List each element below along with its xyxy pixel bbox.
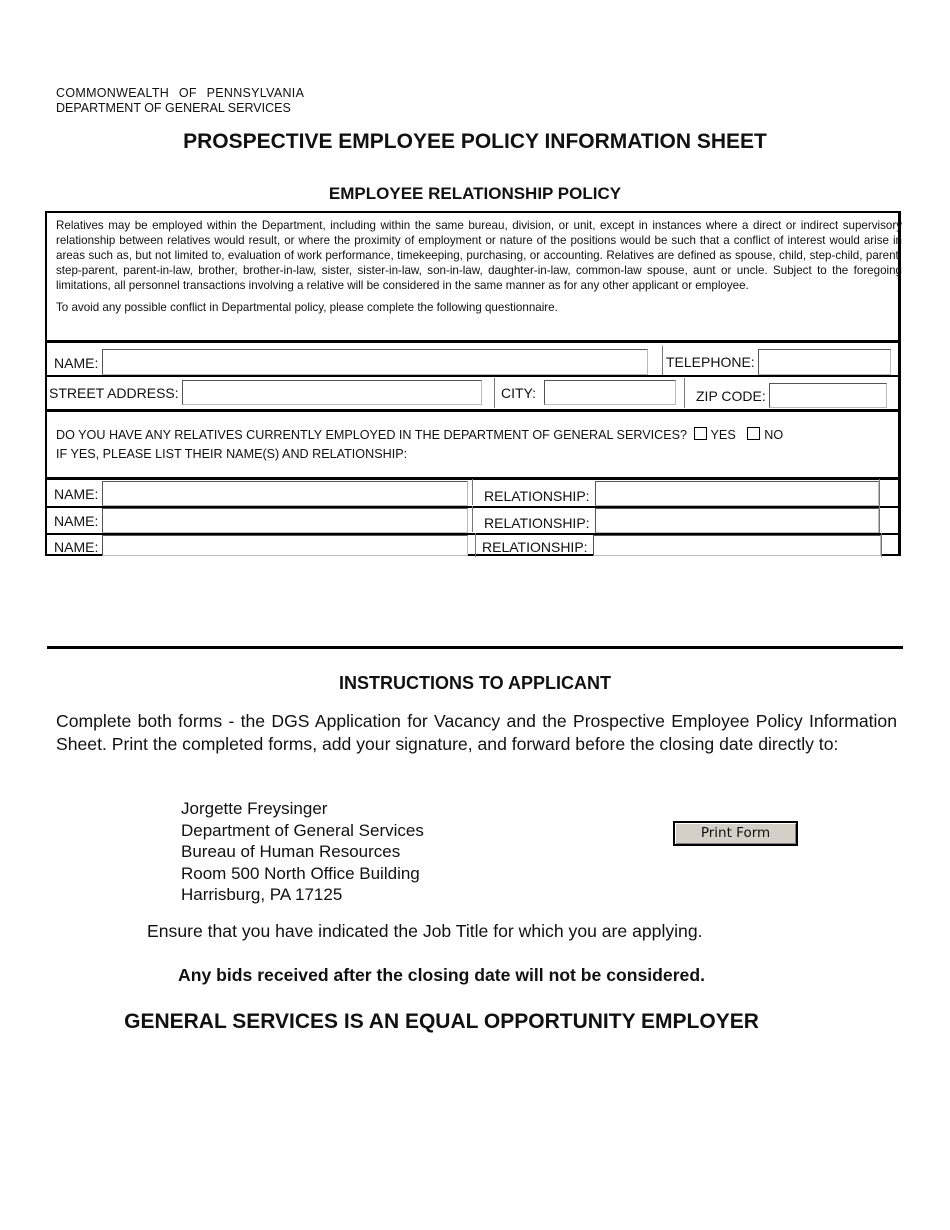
separator xyxy=(475,533,476,557)
policy-paragraph-2: To avoid any possible conflict in Departmental policy, please complete the following questionnaire. xyxy=(56,301,558,314)
section-rule xyxy=(47,646,903,649)
divider xyxy=(47,409,898,412)
relative-name-field-1[interactable] xyxy=(102,481,468,506)
relationship-field-1[interactable] xyxy=(595,481,879,506)
applicant-name-label: NAME: xyxy=(54,355,99,371)
applicant-name-field[interactable] xyxy=(102,349,648,375)
relative-name-field-3[interactable] xyxy=(102,535,468,556)
relative-name-field-2[interactable] xyxy=(102,508,468,533)
closing-date-notice: Any bids received after the closing date will not be considered. xyxy=(178,965,705,985)
policy-paragraph-1: Relatives may be employed within the Department, including within the same bureau, division, or unit, except in instances where a direct or indirect supervisory relationship between relatives would result, or where the proximity of employment or nature of the positions would be such that a conflict of interest would arise in areas such as, but not limited to, evaluation of work performance, timekeeping, purchasing, or accounting. Relatives are defined as spouse, child, step-child, parent, step-parent, parent-in-law, brother, brother-in-law, sister, sister-in-law, son-in-law, daughter-in-law, common-law spouse, aunt or uncle. Subject to the foregoing limitations, all personnel transactions involving a relative will be considered in the same manner as for any other applicant or employee. xyxy=(56,219,902,292)
city-label: CITY: xyxy=(501,385,537,401)
relative-name-label: NAME: xyxy=(54,486,99,502)
instructions-title: INSTRUCTIONS TO APPLICANT xyxy=(338,673,611,693)
equal-opportunity-statement: GENERAL SERVICES IS AN EQUAL OPPORTUNITY EMPLOYER xyxy=(124,1010,759,1033)
relatives-question xyxy=(56,427,783,442)
separator xyxy=(684,378,685,408)
no-checkbox[interactable] xyxy=(747,427,760,440)
mailing-address xyxy=(181,798,424,906)
relatives-list-prompt: IF YES, PLEASE LIST THEIR NAME(S) AND RELATIONSHIP: xyxy=(56,447,408,461)
separator xyxy=(472,479,473,505)
instructions-body: Complete both forms - the DGS Application for Vacancy and the Prospective Employee Policy Information Sheet. Print the completed forms, add your signature, and forward before the closing date directly to: xyxy=(56,711,897,754)
separator xyxy=(881,533,882,557)
yes-label: YES xyxy=(710,428,736,442)
job-title-reminder: Ensure that you have indicated the Job Title for which you are applying. xyxy=(147,921,703,941)
separator xyxy=(662,346,663,377)
print-form-button[interactable]: Print Form xyxy=(673,821,798,846)
policy-form-box xyxy=(45,211,901,556)
separator xyxy=(494,378,495,408)
page-title: PROSPECTIVE EMPLOYEE POLICY INFORMATION SHEET xyxy=(183,130,767,153)
relative-name-label: NAME: xyxy=(54,539,99,555)
policy-text xyxy=(56,218,902,322)
address-line: Bureau of Human Resources xyxy=(181,842,401,861)
separator xyxy=(879,506,880,534)
no-label: NO xyxy=(764,428,784,442)
telephone-field[interactable] xyxy=(758,349,891,375)
zip-code-field[interactable] xyxy=(769,383,887,408)
city-field[interactable] xyxy=(544,380,676,405)
agency-header xyxy=(56,86,304,116)
address-line: Jorgette Freysinger xyxy=(181,799,328,818)
relationship-field-3[interactable] xyxy=(593,535,881,556)
address-line: Harrisburg, PA 17125 xyxy=(181,885,343,904)
zip-code-label: ZIP CODE: xyxy=(696,388,766,404)
relationship-label: RELATIONSHIP: xyxy=(484,515,590,531)
relative-name-label: NAME: xyxy=(54,513,99,529)
relationship-field-2[interactable] xyxy=(595,508,879,533)
separator xyxy=(879,479,880,507)
divider xyxy=(47,340,898,343)
street-address-label: STREET ADDRESS: xyxy=(49,385,179,401)
address-line: Room 500 North Office Building xyxy=(181,863,420,883)
street-address-field[interactable] xyxy=(182,380,482,405)
relationship-label: RELATIONSHIP: xyxy=(484,488,590,504)
divider xyxy=(47,375,898,377)
relatives-question-text: DO YOU HAVE ANY RELATIVES CURRENTLY EMPLOYED IN THE DEPARTMENT OF GENERAL SERVICES? xyxy=(56,428,688,442)
agency-line-2: DEPARTMENT OF GENERAL SERVICES xyxy=(56,101,291,115)
telephone-label: TELEPHONE: xyxy=(666,354,755,370)
agency-line-1: COMMONWEALTH OF PENNSYLVANIA xyxy=(56,86,305,100)
separator xyxy=(472,506,473,532)
yes-checkbox[interactable] xyxy=(694,427,707,440)
section-title-policy: EMPLOYEE RELATIONSHIP POLICY xyxy=(328,184,622,203)
address-line: Department of General Services xyxy=(181,820,424,840)
relationship-label: RELATIONSHIP: xyxy=(482,539,588,555)
